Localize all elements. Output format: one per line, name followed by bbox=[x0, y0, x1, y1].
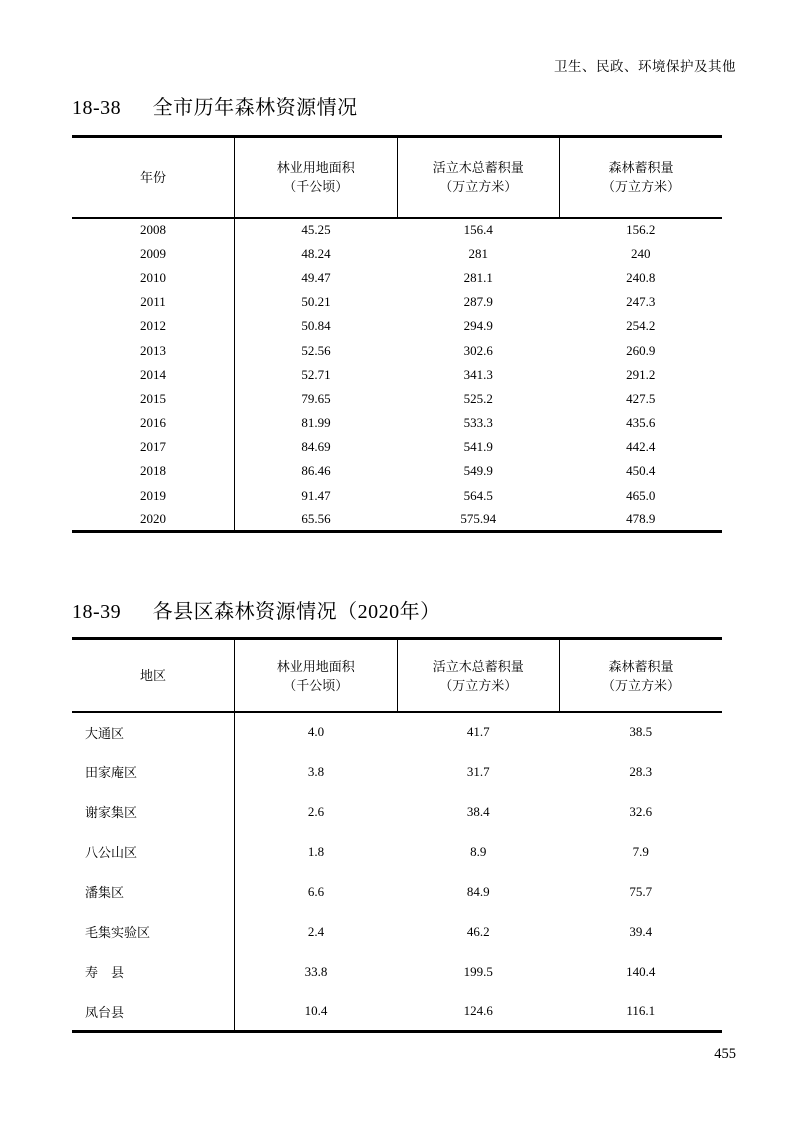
table-cell: 140.4 bbox=[626, 963, 656, 979]
table-cell: 240.8 bbox=[626, 269, 656, 285]
table-cell: 247.3 bbox=[626, 294, 656, 310]
table-cell: 2019 bbox=[72, 484, 235, 508]
table-row bbox=[72, 792, 722, 832]
table-cell: 48.24 bbox=[301, 245, 331, 261]
table-cell: 116.1 bbox=[626, 1003, 656, 1019]
table-cell: 124.6 bbox=[463, 1003, 493, 1019]
table-cell: 38.4 bbox=[466, 803, 490, 819]
table-cell: 240 bbox=[631, 245, 651, 261]
table-cell: 6.6 bbox=[307, 883, 325, 899]
table-cell: 3.8 bbox=[307, 763, 325, 779]
table-cell: 478.9 bbox=[626, 511, 656, 527]
table-row bbox=[72, 484, 722, 508]
table-cell: 谢家集区 bbox=[72, 792, 235, 832]
table-row bbox=[72, 266, 722, 290]
column-unit: （万立方米） bbox=[601, 179, 680, 195]
table-cell: 33.8 bbox=[304, 963, 328, 979]
table-cell: 81.99 bbox=[301, 415, 331, 431]
table-cell: 32.6 bbox=[629, 803, 653, 819]
table-cell: 41.7 bbox=[466, 724, 490, 740]
table-cell: 75.7 bbox=[629, 883, 653, 899]
table-cell: 4.0 bbox=[307, 724, 325, 740]
table-cell: 2015 bbox=[72, 387, 235, 411]
table-cell: 2010 bbox=[72, 266, 235, 290]
table1 bbox=[72, 135, 722, 533]
table-cell: 1.8 bbox=[307, 843, 325, 859]
table2-col-forest-stock bbox=[560, 639, 723, 712]
table2-code: 18-39 bbox=[72, 601, 122, 624]
table-cell: 281.1 bbox=[463, 269, 493, 285]
table-cell: 八公山区 bbox=[72, 832, 235, 872]
running-header: 卫生、民政、环境保护及其他 bbox=[554, 59, 736, 74]
table-cell: 575.94 bbox=[460, 511, 497, 527]
table-cell: 2014 bbox=[72, 363, 235, 387]
page-number: 455 bbox=[714, 1046, 736, 1063]
table2 bbox=[72, 637, 722, 1033]
table-cell: 84.9 bbox=[466, 883, 490, 899]
table-row bbox=[72, 218, 722, 242]
column-label: 森林蓄积量 bbox=[608, 658, 674, 674]
table-cell: 寿 县 bbox=[72, 952, 235, 992]
table2-header bbox=[72, 639, 722, 712]
table-cell: 2.6 bbox=[307, 803, 325, 819]
table-cell: 302.6 bbox=[463, 342, 493, 358]
table-cell: 291.2 bbox=[626, 366, 656, 382]
table-cell: 2012 bbox=[72, 314, 235, 338]
table-cell: 凤台县 bbox=[72, 992, 235, 1032]
table-cell: 79.65 bbox=[301, 390, 331, 406]
table-cell: 541.9 bbox=[463, 439, 493, 455]
table-cell: 254.2 bbox=[626, 318, 656, 334]
column-label: 森林蓄积量 bbox=[608, 160, 674, 176]
table2-title bbox=[72, 595, 722, 624]
table-cell: 2008 bbox=[72, 218, 235, 242]
table-cell: 199.5 bbox=[463, 963, 493, 979]
table-cell: 442.4 bbox=[626, 439, 656, 455]
table-cell: 525.2 bbox=[463, 390, 493, 406]
table-cell: 465.0 bbox=[626, 487, 656, 503]
table-cell: 341.3 bbox=[463, 366, 493, 382]
column-label: 林业用地面积 bbox=[276, 160, 355, 176]
table-row bbox=[72, 832, 722, 872]
column-unit: （千公顷） bbox=[283, 677, 349, 693]
table1-code: 18-38 bbox=[72, 97, 122, 119]
table-cell: 毛集实验区 bbox=[72, 912, 235, 952]
table-cell: 156.2 bbox=[626, 222, 656, 238]
table-row bbox=[72, 290, 722, 314]
table2-title-text: 各县区森林资源情况（2020年） bbox=[152, 601, 441, 624]
table-cell: 52.71 bbox=[301, 366, 331, 382]
table-row bbox=[72, 872, 722, 912]
column-unit: （万立方米） bbox=[439, 677, 518, 693]
column-unit: （万立方米） bbox=[439, 179, 518, 195]
table-row bbox=[72, 411, 722, 435]
table-row bbox=[72, 435, 722, 459]
table-cell: 28.3 bbox=[629, 763, 653, 779]
table-row bbox=[72, 242, 722, 266]
table-row bbox=[72, 459, 722, 483]
table-row bbox=[72, 387, 722, 411]
table-cell: 2018 bbox=[72, 459, 235, 483]
table1-title-text: 全市历年森林资源情况 bbox=[152, 97, 358, 119]
table-row bbox=[72, 338, 722, 362]
table-cell: 86.46 bbox=[301, 463, 331, 479]
table-row bbox=[72, 992, 722, 1032]
table-row bbox=[72, 912, 722, 952]
table1-col-forest-stock bbox=[560, 137, 723, 218]
table1-body bbox=[72, 218, 722, 532]
table-cell: 31.7 bbox=[466, 763, 490, 779]
table-cell: 156.4 bbox=[463, 222, 493, 238]
table-cell: 50.84 bbox=[301, 318, 331, 334]
table-cell: 10.4 bbox=[304, 1003, 328, 1019]
table2-header-row bbox=[72, 639, 722, 712]
table1-col-year bbox=[72, 137, 235, 218]
table-row bbox=[72, 952, 722, 992]
column-label: 地区 bbox=[139, 668, 166, 684]
column-label: 年份 bbox=[139, 169, 166, 185]
table-cell: 427.5 bbox=[626, 390, 656, 406]
table-cell: 7.9 bbox=[632, 843, 649, 859]
column-label: 活立木总蓄积量 bbox=[432, 160, 524, 176]
table-cell: 38.5 bbox=[629, 724, 653, 740]
table-cell: 260.9 bbox=[626, 342, 656, 358]
column-unit: （千公顷） bbox=[283, 179, 349, 195]
table-cell: 45.25 bbox=[301, 222, 331, 238]
column-label: 林业用地面积 bbox=[276, 658, 355, 674]
table1-col-standing-timber bbox=[397, 137, 560, 218]
table-cell: 549.9 bbox=[463, 463, 493, 479]
table2-col-forestry-land bbox=[235, 639, 398, 712]
table-cell: 2011 bbox=[72, 290, 235, 314]
table-cell: 2017 bbox=[72, 435, 235, 459]
table-cell: 84.69 bbox=[301, 439, 331, 455]
table-cell: 2020 bbox=[72, 508, 235, 532]
table-cell: 8.9 bbox=[470, 843, 487, 859]
table-cell: 435.6 bbox=[626, 415, 656, 431]
table-cell: 2013 bbox=[72, 338, 235, 362]
table-cell: 大通区 bbox=[72, 712, 235, 752]
table-cell: 52.56 bbox=[301, 342, 331, 358]
table-row bbox=[72, 314, 722, 338]
table-cell: 2009 bbox=[72, 242, 235, 266]
table-cell: 田家庵区 bbox=[72, 752, 235, 792]
table-cell: 65.56 bbox=[301, 511, 331, 527]
table-cell: 533.3 bbox=[463, 415, 493, 431]
table-row bbox=[72, 508, 722, 532]
table-cell: 281 bbox=[468, 245, 488, 261]
column-label: 活立木总蓄积量 bbox=[432, 658, 524, 674]
table-cell: 294.9 bbox=[463, 318, 493, 334]
table1-col-forestry-land bbox=[235, 137, 398, 218]
table-row bbox=[72, 752, 722, 792]
table2-col-region bbox=[72, 639, 235, 712]
table-cell: 564.5 bbox=[463, 487, 493, 503]
table-row bbox=[72, 712, 722, 752]
table-cell: 91.47 bbox=[301, 487, 331, 503]
table-cell: 46.2 bbox=[466, 923, 490, 939]
table-cell: 39.4 bbox=[629, 923, 653, 939]
table1-title bbox=[72, 91, 722, 120]
table-cell: 49.47 bbox=[301, 269, 331, 285]
table-cell: 287.9 bbox=[463, 294, 493, 310]
table2-col-standing-timber bbox=[397, 639, 560, 712]
table2-body bbox=[72, 712, 722, 1032]
column-unit: （万立方米） bbox=[601, 677, 680, 693]
table-cell: 50.21 bbox=[301, 294, 331, 310]
table1-header-row bbox=[72, 137, 722, 218]
table-row bbox=[72, 363, 722, 387]
table-cell: 2.4 bbox=[307, 923, 325, 939]
table-cell: 2016 bbox=[72, 411, 235, 435]
table-cell: 450.4 bbox=[626, 463, 656, 479]
table-cell: 潘集区 bbox=[72, 872, 235, 912]
table1-header bbox=[72, 137, 722, 218]
